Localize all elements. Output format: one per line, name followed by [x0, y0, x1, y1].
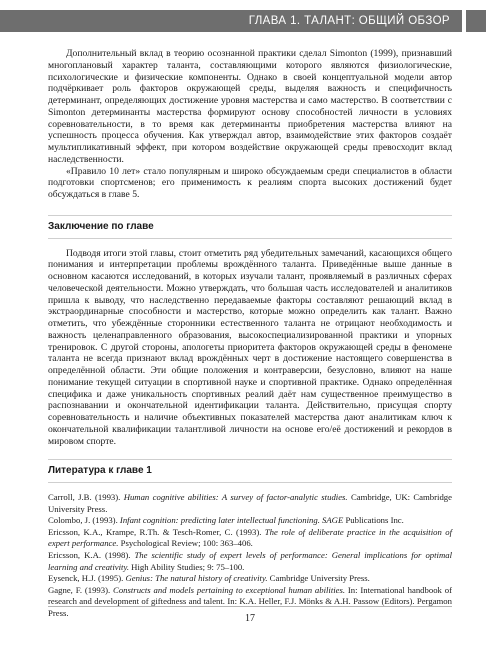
chapter-title: ГЛАВА 1. ТАЛАНТ: ОБЩИЙ ОБЗОР: [248, 15, 450, 27]
references-heading: Литература к главе 1: [48, 465, 152, 477]
conclusion-paragraph: Подводя итоги этой главы, стоит отметить ряд убедительных замечаний, касающихся общего понимания и интерпретации проблемы врождённого таланта. Приведённые выше данные в основном касаются исследований, в которых изучали талант, проявляемый в различных сферах человеческой деятельности. Можно утверждать, что большая часть исследователей и аналитиков пришла к выводу, что наследственно передаваемые факторы составляют решающий вклад в экстраординарные способности и мастерство, которые можно определить как талант. Важно отметить, что убеждённые сторонники естественного таланта не отрицают необходимость и важность целенаправленного образования, высокоспециализированной практики и упорных тренировок. С другой стороны, апологеты приоритета факторов окружающей среды в феномене таланта не всегда признают вклад врождённых черт в достижение настоящего совершенства в определённой области. Эти общие положения и контраверсии, безусловно, влияют на наше понимание текущей ситуации в спортивной науке и спортивной практике. Однако определённая специфика и даже уникальность спортивных реалий даёт нам существенное преимущество в распознавании и окончательной идентификации таланта. Действительно, присущая спорту соревновательность и наличие объективных показателей мастерства дают аналитикам ключ к окончательной квалификации талантливой личности на основе его/её достижений и рекордов в мировом спорте.: [48, 247, 452, 447]
page-number: 17: [245, 613, 255, 624]
reference-item: Carroll, J.B. (1993). Human cognitive abilities: A survey of factor-analytic studies. Cambridge, UK: Cambridge University Press.: [48, 492, 452, 514]
conclusion-heading: Заключение по главе: [48, 220, 154, 232]
references-list: [48, 492, 452, 620]
chapter-header: [0, 10, 462, 32]
body-paragraph-1: Дополнительный вклад в теорию осознанной практики сделал Simonton (1999), признавший многоплановый характер таланта, составляющими которого являются физиологические, психологические и физические компоненты. Однако в своей концептуальной модели автор подчёркивает роль факторов окружающей среды, выделяя важность и специфичность детерминант, определяющих достижение уровня мастерства и само мастерство. В соответствии с Simonton детерминанты мастерства формируют основу способностей личности в условиях соревновательности, в то время как детерминанты приобретения мастерства влияют на успешность процесса обучения. Как утверждал автор, взаимодействие этих факторов создаёт мультипликативный эффект, при котором воздействие окружающей среды превосходит вклад наследственности.: [48, 48, 452, 165]
reference-item: Ericsson, K.A. (1998). The scientific study of expert levels of performance: General implications for optimal learning and creativity. High Ability Studies; 9: 75–100.: [48, 549, 452, 572]
header-accent-block: [466, 10, 486, 32]
reference-item: Eysenck, H.J. (1995). Genius: The natural history of creativity. Cambridge University Press.: [48, 573, 370, 584]
footer-rule: [48, 606, 452, 607]
body-paragraph-2: «Правило 10 лет» стало популярным и широко обсуждаемым среди специалистов в области подготовки спортсменов; его применимость к реалиям спорта высоких достижений будет обсуждаться в главе 5.: [48, 165, 452, 200]
reference-item: Ericsson, K.A., Krampe, R.Th. & Tesch-Romer, C. (1993). The role of deliberate practice in the acquisition of expert performance. Psychological Review; 100: 363–406.: [48, 526, 452, 549]
reference-item: Gagne, F. (1993). Constructs and models pertaining to exceptional human abilities. In: International handbook of research and development of giftedness and talent. In: K.A. Heller, F.J. Mönks & A.H. Passow (Editors). Pergamon Press.: [48, 584, 452, 618]
page-content: [48, 48, 452, 620]
reference-item: Colombo, J. (1993). Infant cognition: predicting later intellectual functioning. SAGE Publications Inc.: [48, 515, 404, 526]
